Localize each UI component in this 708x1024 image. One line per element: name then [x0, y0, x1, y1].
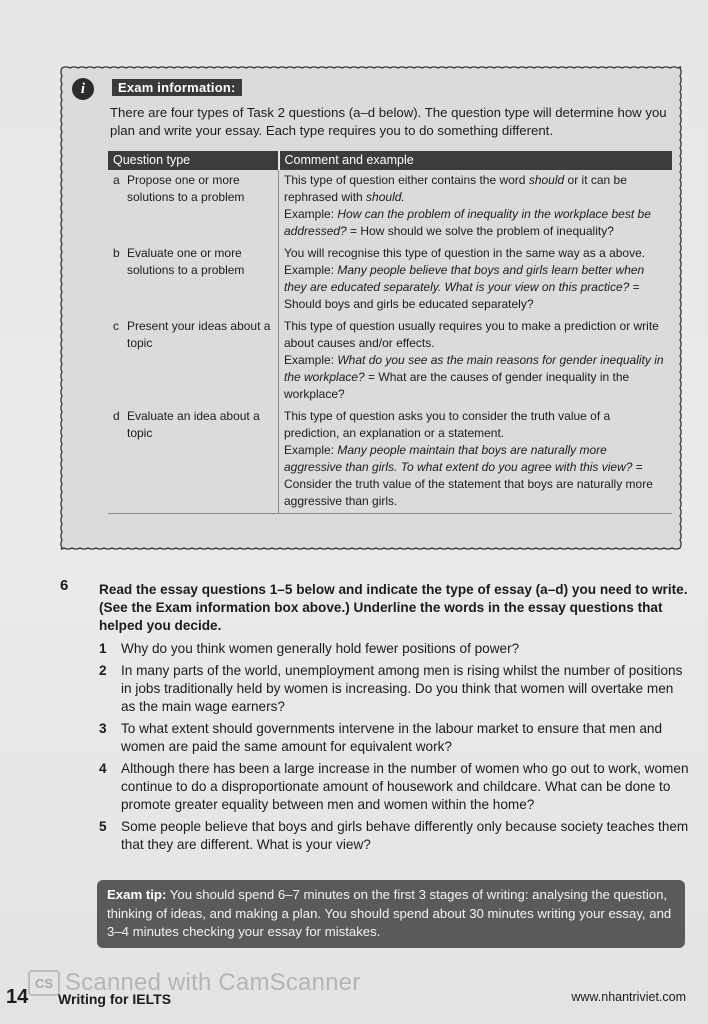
- question-type-cell: [108, 316, 279, 406]
- type-name: Evaluate an idea about a topic: [127, 409, 260, 440]
- question-number: 5: [99, 819, 107, 834]
- list-item: [99, 662, 689, 716]
- comment-italic: should: [528, 173, 565, 187]
- example-label: Example:: [284, 207, 338, 221]
- example-label: Example:: [284, 443, 338, 457]
- book-title: Writing for IELTS: [58, 991, 172, 1007]
- question-number: 1: [99, 641, 107, 656]
- exam-information-box: [58, 64, 684, 552]
- type-name: Propose one or more solutions to a problem: [127, 173, 245, 204]
- exercise-instruction: Read the essay questions 1–5 below and indicate the type of essay (a–d) you need to write. (See the Exam information box above.) Underline the words in the essay questions that helped you decide.: [99, 582, 688, 633]
- question-text: Although there has been a large increase in the number of women who go out to work, women continue to do a disproportionate amount of housework and childcare. What can be done to promote greater equality between men and women within the home?: [121, 761, 689, 812]
- example-text: [284, 206, 667, 240]
- example-text: [284, 352, 667, 403]
- example-question: Many people maintain that boys are naturally more aggressive than girls. To what extent do you agree with this view?: [284, 443, 633, 474]
- question-number: 2: [99, 663, 107, 678]
- example-rephrase: = Should boys and girls be educated separately?: [284, 280, 640, 311]
- example-text: [284, 442, 667, 510]
- example-label: Example:: [284, 263, 338, 277]
- comment-italic: should.: [366, 190, 405, 204]
- question-type-cell: [108, 243, 279, 316]
- example-rephrase: = Consider the truth value of the statement that boys are naturally more aggressive than girls.: [284, 460, 653, 508]
- example-question: How can the problem of inequality in the workplace best be addressed?: [284, 207, 651, 238]
- type-letter: b: [113, 246, 120, 260]
- comment-text: [284, 245, 667, 262]
- comment-part: This type of question either contains the word: [284, 173, 529, 187]
- example-question: What do you see as the main reasons for gender inequality in the workplace?: [284, 353, 664, 384]
- question-type-cell: [108, 170, 279, 243]
- website-url: www.nhantriviet.com: [571, 990, 686, 1004]
- exercise-number: 6: [60, 577, 69, 594]
- comment-text: [284, 172, 667, 206]
- example-label: Example:: [284, 353, 338, 367]
- camscanner-text: Scanned with CamScanner: [65, 969, 361, 996]
- list-item: [99, 760, 689, 814]
- type-letter: c: [113, 319, 119, 333]
- list-item: [99, 818, 689, 854]
- comment-part: You will recognise this type of question in the same way as: [284, 246, 600, 260]
- table-row: [108, 406, 672, 514]
- comment-part: This type of question asks you to consider the truth value of a prediction, an explanation or a statement.: [284, 409, 611, 440]
- column-header-comment: Comment and example: [279, 151, 673, 170]
- essay-question-list: [99, 640, 689, 858]
- info-icon: i: [72, 78, 94, 100]
- exam-tip-box: [97, 880, 685, 948]
- question-number: 4: [99, 761, 107, 776]
- question-types-table: [108, 151, 672, 514]
- comment-text: [284, 408, 667, 442]
- question-text: To what extent should governments intervene in the labour market to ensure that men and women are paid the same amount for equivalent work?: [121, 721, 663, 754]
- question-text: In many parts of the world, unemployment among men is rising whilst the number of positions in jobs traditionally held by women is increasing. Do you think that women will overtake men as the main wage earners?: [121, 663, 683, 714]
- type-name: Evaluate one or more solutions to a problem: [127, 246, 245, 277]
- info-heading: Exam information:: [112, 79, 242, 96]
- question-type-cell: [108, 406, 279, 514]
- table-row: [108, 243, 672, 316]
- comment-cell: [279, 243, 673, 316]
- comment-text: [284, 318, 667, 352]
- exam-tip-text: You should spend 6–7 minutes on the first 3 stages of writing: analysing the question, thinking of ideas, and making a plan. You should spend about 30 minutes writing your essay, and 3–4 minutes checking your essay for mistakes.: [107, 887, 672, 939]
- list-item: [99, 640, 689, 658]
- type-letter: d: [113, 409, 120, 423]
- table-row: [108, 170, 672, 243]
- question-text: Some people believe that boys and girls behave differently only because society teaches them that they are different. What is your view?: [121, 819, 689, 852]
- question-text: Why do you think women generally hold fewer positions of power?: [121, 641, 520, 656]
- comment-part: This type of question usually requires you to make a prediction or write about causes and/or effects.: [284, 319, 659, 350]
- info-intro: There are four types of Task 2 questions (a–d below). The question type will determine how you plan and write your essay. Each type requires you to do something different.: [110, 105, 667, 138]
- comment-cell: [279, 316, 673, 406]
- column-header-question-type: Question type: [108, 151, 279, 170]
- camscanner-logo: CS: [28, 970, 60, 996]
- comment-part: a above.: [599, 246, 646, 260]
- example-question: Many people believe that boys and girls learn better when they are educated separately. What is your view on this practice?: [284, 263, 645, 294]
- page-number: 14: [6, 986, 29, 1008]
- example-rephrase: = What are the causes of gender inequality in the workplace?: [284, 370, 630, 401]
- example-rephrase: = How should we solve the problem of inequality?: [346, 224, 614, 238]
- type-name: Present your ideas about a topic: [127, 319, 271, 350]
- comment-cell: [279, 406, 673, 514]
- type-letter: a: [113, 173, 120, 187]
- question-number: 3: [99, 721, 107, 736]
- comment-cell: [279, 170, 673, 243]
- table-row: [108, 316, 672, 406]
- list-item: [99, 720, 689, 756]
- exam-tip-label: Exam tip:: [107, 887, 167, 902]
- example-text: [284, 262, 667, 313]
- comment-part: or it can be rephrased with: [284, 173, 627, 204]
